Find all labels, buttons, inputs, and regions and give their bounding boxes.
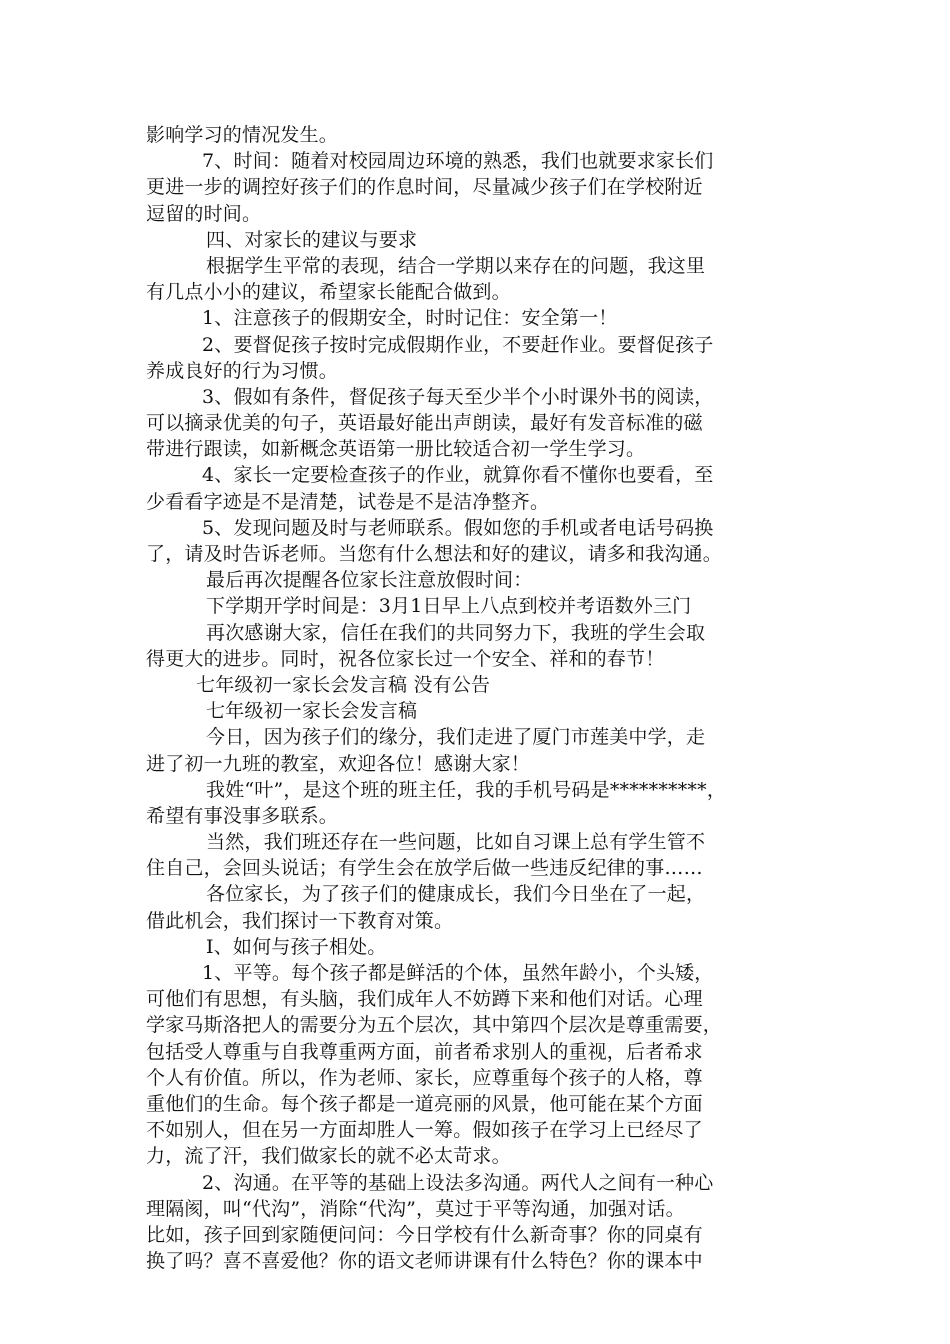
text-line: 有几点小小的建议，希望家长能配合做到。 <box>146 281 511 304</box>
section-heading: Ⅰ、如何与孩子相处。 <box>206 935 387 958</box>
text-line: 理隔阂，叫“代沟”，消除“代沟”，莫过于平等沟通，加强对话。 <box>146 1197 685 1220</box>
text-line: 比如，孩子回到家随便问问：今日学校有什么新奇事？你的同桌有 <box>146 1223 703 1246</box>
text-line: 个人有价值。所以，作为老师、家长，应尊重每个孩子的人格，尊 <box>146 1066 703 1089</box>
text-line: 1、平等。每个孩子都是鲜活的个体，虽然年龄小，个头矮， <box>202 962 714 984</box>
text-line: 希望有事没事多联系。 <box>146 804 339 827</box>
text-line: 最后再次提醒各位家长注意放假时间： <box>206 569 533 592</box>
text-line: 2、沟通。在平等的基础上设法多沟通。两代人之间有一种心 <box>202 1171 714 1194</box>
text-line: 可他们有思想，有头脑，我们成年人不妨蹲下来和他们对话。心理 <box>146 988 703 1011</box>
text-line: 3、假如有条件，督促孩子每天至少半个小时课外书的阅读， <box>202 385 714 408</box>
document-page <box>146 122 810 1274</box>
text-line: 根据学生平常的表现，结合一学期以来存在的问题，我这里 <box>206 254 706 277</box>
text-line: 包括受人尊重与自我尊重两方面，前者希求别人的重视，后者希求 <box>146 1040 703 1063</box>
text-line: 不如别人，但在另一方面却胜人一筹。假如孩子在学习上已经尽了 <box>146 1119 703 1142</box>
section-heading: 四、对家长的建议与要求 <box>206 228 418 251</box>
text-line: 换了吗？喜不喜爱他？你的语文老师讲课有什么特色？你的课本中 <box>146 1250 703 1273</box>
document-subtitle: 七年级初一家长会发言稿 <box>206 700 418 723</box>
text-line: 借此机会，我们探讨一下教育对策。 <box>146 909 454 932</box>
document-title: 七年级初一家长会发言稿 没有公告 <box>196 673 491 696</box>
text-line: 逗留的时间。 <box>146 202 262 225</box>
text-line: 得更大的进步。同时，祝各位家长过一个安全、祥和的春节！ <box>146 647 665 670</box>
text-line: 今日，因为孩子们的缘分，我们走进了厦门市莲美中学，走 <box>206 726 706 749</box>
text-line: 住自己，会回头说话；有学生会在放学后做一些违反纪律的事…… <box>146 857 703 880</box>
text-line: 2、要督促孩子按时完成假期作业，不要赶作业。要督促孩子 <box>202 333 714 356</box>
text-line: 5、发现问题及时与老师联系。假如您的手机或者电话号码换 <box>202 516 714 539</box>
text-line: 重他们的生命。每个孩子都是一道亮丽的风景，他可能在某个方面 <box>146 1092 703 1115</box>
text-line: 下学期开学时间是：3月1日早上八点到校并考语数外三门 <box>206 595 692 618</box>
text-line: 进了初一九班的教室，欢迎各位！感谢大家！ <box>146 752 531 775</box>
text-line: 更进一步的调控好孩子们的作息时间，尽量减少孩子们在学校附近 <box>146 176 703 199</box>
text-line: 少看看字迹是不是清楚，试卷是不是洁净整齐。 <box>146 490 550 513</box>
text-line: 了，请及时告诉老师。当您有什么想法和好的建议，请多和我沟通。 <box>146 543 723 565</box>
text-line: 力，流了汗，我们做家长的就不必太苛求。 <box>146 1145 511 1168</box>
text-line: 可以摘录优美的句子，英语最好能出声朗读，最好有发音标准的磁 <box>146 412 703 435</box>
text-line: 各位家长，为了孩子们的健康成长，我们今日坐在了一起， <box>206 883 706 906</box>
text-line: 再次感谢大家，信任在我们的共同努力下，我班的学生会取 <box>206 621 706 644</box>
text-line: 带进行跟读，如新概念英语第一册比较适合初一学生学习。 <box>146 438 646 461</box>
text-line: 影响学习的情况发生。 <box>146 124 339 146</box>
text-line: 7、时间：随着对校园周边环境的熟悉，我们也就要求家长们 <box>202 150 714 173</box>
text-line: 学家马斯洛把人的需要分为五个层次，其中第四个层次是尊重需要， <box>146 1014 723 1037</box>
text-line: 养成良好的行为习惯。 <box>146 359 339 382</box>
text-line: 我姓“叶”，是这个班的班主任，我的手机号码是**********， <box>206 778 727 801</box>
text-line: 4、家长一定要检查孩子的作业，就算你看不懂你也要看，至 <box>202 464 714 487</box>
text-line: 1、注意孩子的假期安全，时时记住：安全第一！ <box>202 307 618 330</box>
text-line: 当然，我们班还存在一些问题，比如自习课上总有学生管不 <box>206 831 706 854</box>
